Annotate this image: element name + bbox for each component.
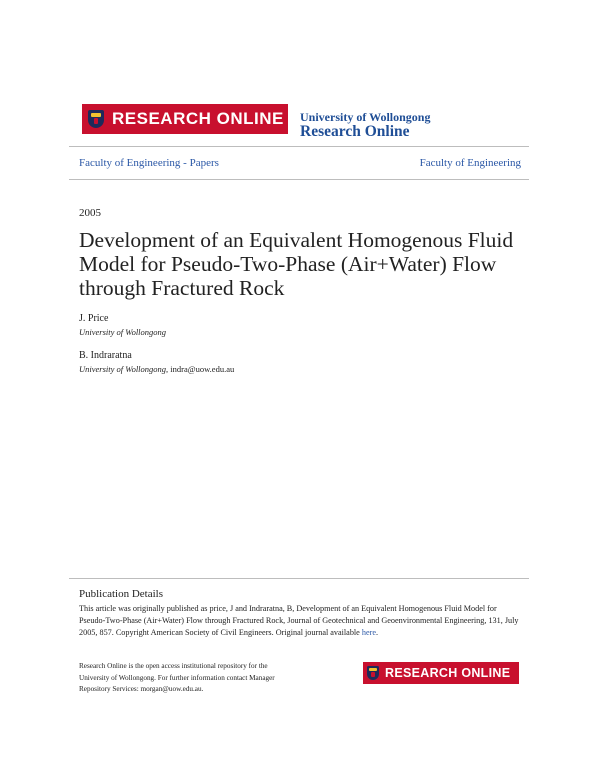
logo-text: RESEARCH ONLINE [112,109,284,128]
footer-repository-info: Research Online is the open access institutional repository for the University of Wollongong. For further information contact Manager Repository Services: morgan@uow.edu.au. [79,662,275,693]
publication-details-text [79,603,519,639]
header-divider [69,146,529,147]
author-name[interactable]: J. Price [79,313,109,324]
author-affiliation: University of Wollongong [79,364,167,374]
author-affiliation: University of Wollongong [79,327,167,337]
footer-logo-text: RESEARCH ONLINE [385,666,511,680]
paper-title: Development of an Equivalent Homogenous Fluid Model for Pseudo-Two-Phase (Air+Water) Flow through Fractured Rock [79,228,514,300]
here-link[interactable]: here [361,628,376,637]
author-email[interactable]: indra@uow.edu.au [170,364,235,374]
publication-year: 2005 [79,207,101,219]
repository-name[interactable]: Research Online [300,123,410,140]
publication-details-heading: Publication Details [79,588,164,600]
separator: , [166,364,171,374]
faculty-link[interactable]: Faculty of Engineering [419,157,521,169]
research-online-logo[interactable] [82,104,288,134]
research-online-footer-logo[interactable] [363,662,519,684]
author-name[interactable]: B. Indraratna [79,350,132,361]
faculty-papers-link[interactable]: Faculty of Engineering - Papers [79,157,219,169]
university-name[interactable]: University of Wollongong [300,110,431,124]
details-body: This article was originally published as price, J and Indraratna, B, Development of an Equivalent Homogenous Fluid Model for Pseudo-Two-Phase (Air+Water) Flow through Fractured Rock, Journal of Geotechnical and Geoenvironmental Engineering, 131, July 2005, 857. Copyright American Society of Civil Engineers. Original journal available [79,604,519,637]
details-trailing: . [375,628,379,637]
uow-crest-icon [367,666,379,680]
nav-divider [69,179,529,180]
author-affiliation-line [79,364,234,374]
uow-crest-icon [88,110,104,128]
details-divider [69,578,529,579]
